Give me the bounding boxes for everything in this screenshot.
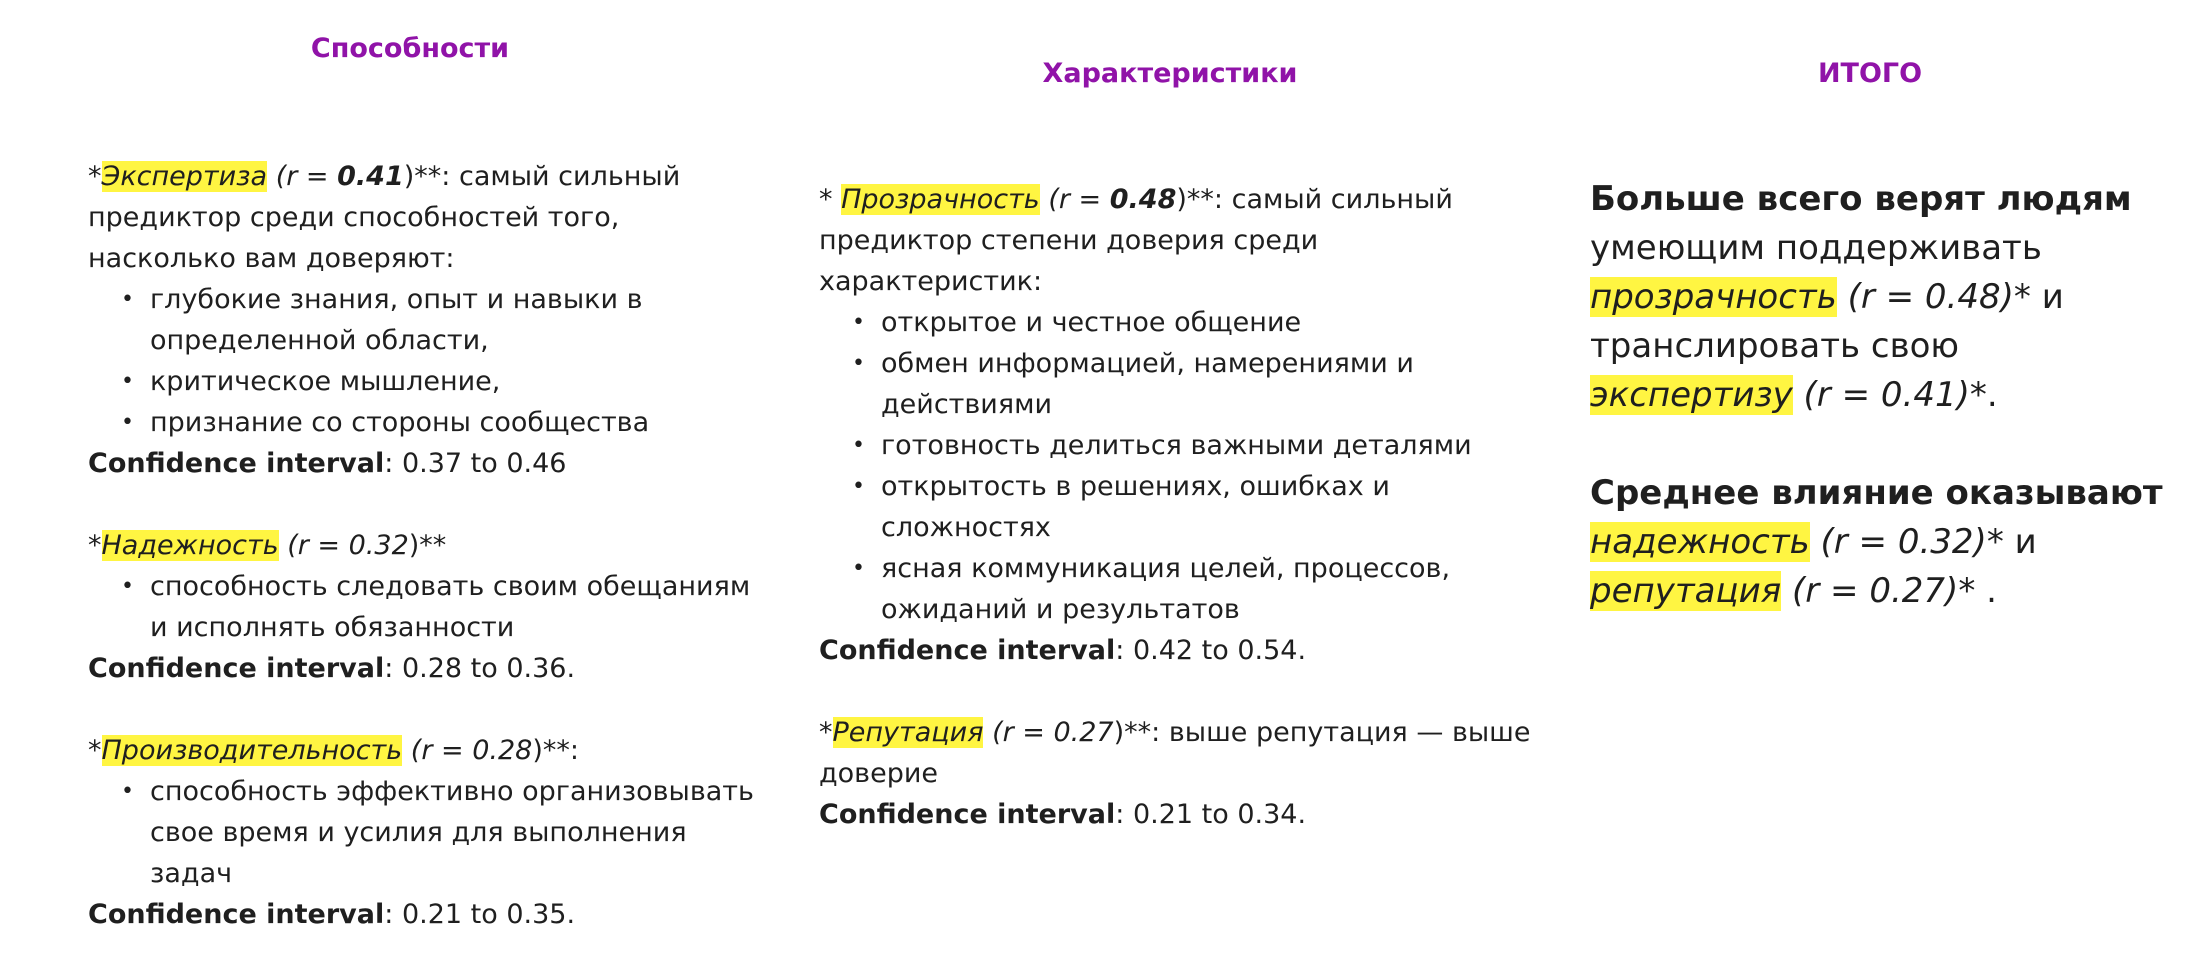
expertise-list xyxy=(88,279,768,443)
transparency-r-value: 0.48 xyxy=(1109,184,1177,215)
summary-paragraph-1: Больше всего верят людям умеющим поддерживать прозрачность (r = 0.48)* и транслировать свою экспертизу (r = 0.41)*. xyxy=(1590,179,2132,415)
summary-transparency-term: прозрачность xyxy=(1590,277,1837,317)
reliability-list xyxy=(88,566,768,648)
reputation-paragraph: *Репутация (r = 0.27)**: выше репутация — выше доверие xyxy=(819,717,1531,789)
list-item: • обмен информацией, намерениями и действиями xyxy=(881,343,1539,425)
transparency-ci: Confidence interval: 0.42 to 0.54. xyxy=(819,635,1307,666)
list-item: • способность следовать своим обещаниям и исполнять обязанности xyxy=(150,566,768,648)
summary-reliability-term: надежность xyxy=(1590,522,1810,562)
expertise-ci: Confidence interval: 0.37 to 0.46 xyxy=(88,448,567,479)
expertise-paragraph: *Экспертиза (r = 0.41)**: самый сильный предиктор среди способностей того, насколько вам доверяют: xyxy=(88,161,681,274)
reputation-term: Репутация xyxy=(832,717,984,748)
productivity-term: Производительность xyxy=(101,735,403,766)
abilities-column xyxy=(88,156,768,935)
heading-characteristics: Характеристики xyxy=(1042,58,1298,89)
summary-reputation-term: репутация xyxy=(1590,571,1782,611)
list-item: • способность эффективно организовывать свое время и усилия для выполнения задач xyxy=(150,771,768,894)
heading-abilities: Способности xyxy=(310,33,510,64)
list-item: • ясная коммуникация целей, процессов, ожиданий и результатов xyxy=(881,548,1539,630)
list-item: • критическое мышление, xyxy=(150,361,768,402)
reliability-ci: Confidence interval: 0.28 to 0.36. xyxy=(88,653,576,684)
reputation-ci: Confidence interval: 0.21 to 0.34. xyxy=(819,799,1307,830)
list-item: • открытость в решениях, ошибках и сложностях xyxy=(881,466,1539,548)
productivity-paragraph: *Производительность (r = 0.28)**: xyxy=(88,735,579,766)
list-item: • глубокие знания, опыт и навыки в определенной области, xyxy=(150,279,768,361)
heading-total: ИТОГО xyxy=(1817,58,1923,89)
list-item: • признание со стороны сообщества xyxy=(150,402,768,443)
summary-paragraph-2: Среднее влияние оказывают надежность (r = 0.32)* и репутация (r = 0.27)* . xyxy=(1590,473,2163,611)
summary-expertise-term: экспертизу xyxy=(1590,375,1793,415)
summary-column xyxy=(1590,175,2170,616)
expertise-r-value: 0.41 xyxy=(337,161,404,192)
transparency-term: Прозрачность xyxy=(841,184,1040,215)
transparency-list xyxy=(819,302,1539,630)
productivity-list xyxy=(88,771,768,894)
expertise-term: Экспертиза xyxy=(101,161,268,192)
reliability-paragraph: *Надежность (r = 0.32)** xyxy=(88,530,447,561)
list-item: • открытое и честное общение xyxy=(881,302,1539,343)
reliability-term: Надежность xyxy=(101,530,279,561)
characteristics-column xyxy=(819,179,1539,835)
list-item: • готовность делиться важными деталями xyxy=(881,425,1539,466)
productivity-ci: Confidence interval: 0.21 to 0.35. xyxy=(88,899,576,930)
transparency-paragraph: * Прозрачность (r = 0.48)**: самый сильный предиктор степени доверия среди характеристик: xyxy=(819,184,1453,297)
